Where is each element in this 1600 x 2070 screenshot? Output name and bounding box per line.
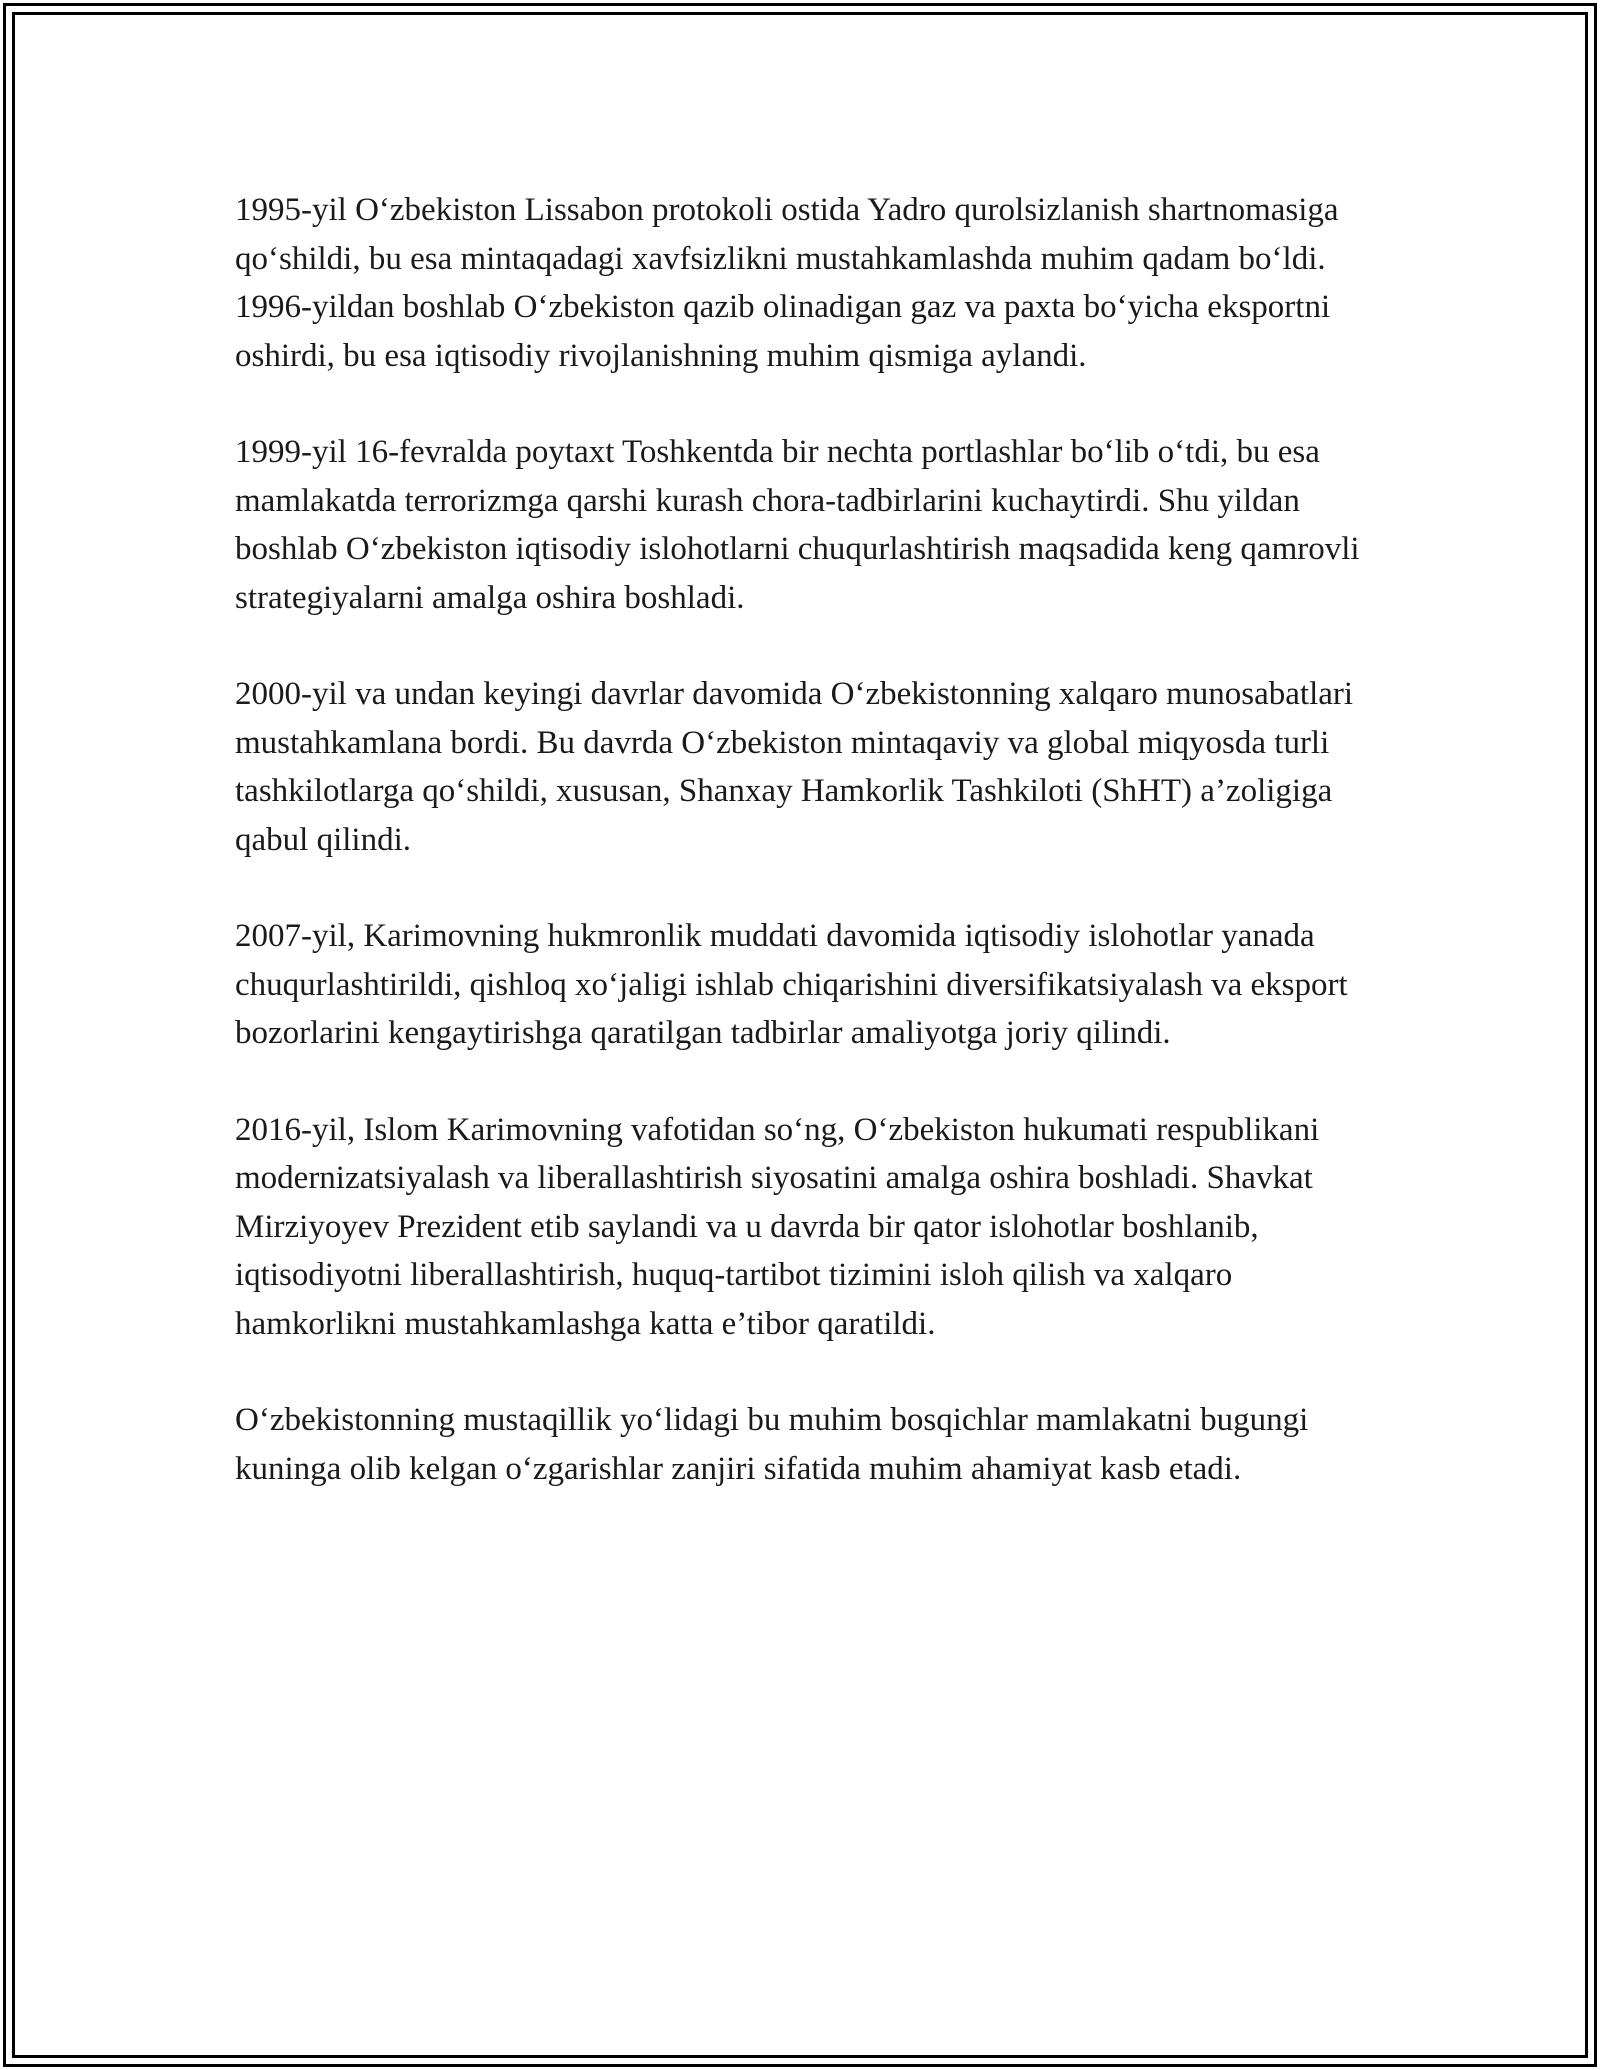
paragraph-2016: 2016-yil, Islom Karimovning vafotidan so‘ng, O‘zbekiston hukumati respublikani modernizatsiyalash va liberallashtirish siyosatini amalga oshira boshladi. Shavkat Mirziyoyev Prezident etib saylandi va u davrda bir qator islohotlar boshlanib, iqtisodiyotni liberallashtirish, huquq-tartibot tizimini isloh qilish va xalqaro hamkorlikni mustahkamlashga katta e’tibor qaratildi. [235,1111,1320,1342]
paragraph-1999: 1999-yil 16-fevralda poytaxt Toshkentda bir nechta portlashlar bo‘lib o‘tdi, bu esa mamlakatda terrorizmga qarshi kurash chora-tadbirlarini kuchaytirdi. Shu yildan boshlab O‘zbekiston iqtisodiy islohotlarni chuqurlashtirish maqsadida keng qamrovli strategiyalarni amalga oshira boshladi. [235,434,1360,616]
paragraph-2007: 2007-yil, Karimovning hukmronlik muddati davomida iqtisodiy islohotlar yanada chuqurlashtirildi, qishloq xo‘jaligi ishlab chiqarishini diversifikatsiyalash va eksport bozorlarini kengaytirishga qaratilgan tadbirlar amaliyotga joriy qilindi. [235,918,1348,1051]
paragraph-1995: 1995-yil O‘zbekiston Lissabon protokoli ostida Yadro qurolsizlanish shartnomasiga qo‘shildi, bu esa mintaqadagi xavfsizlikni mustahkamlashda muhim qadam bo‘ldi. 1996-yildan boshlab O‘zbekiston qazib olinadigan gaz va paxta bo‘yicha eksportni oshirdi, bu esa iqtisodiy rivojlanishning muhim qismiga aylandi. [235,192,1339,374]
paragraph-2000: 2000-yil va undan keyingi davrlar davomida O‘zbekistonning xalqaro munosabatlari mustahkamlana bordi. Bu davrda O‘zbekiston mintaqaviy va global miqyosda turli tashkilotlarga qo‘shildi, xususan, Shanxay Hamkorlik Tashkiloti (ShHT) a’zoligiga qabul qilindi. [235,676,1354,858]
paragraph-conclusion: O‘zbekistonning mustaqillik yo‘lidagi bu muhim bosqichlar mamlakatni bugungi kuninga olib kelgan o‘zgarishlar zanjiri sifatida muhim ahamiyat kasb etadi. [235,1402,1309,1487]
document-body [235,186,1375,1541]
